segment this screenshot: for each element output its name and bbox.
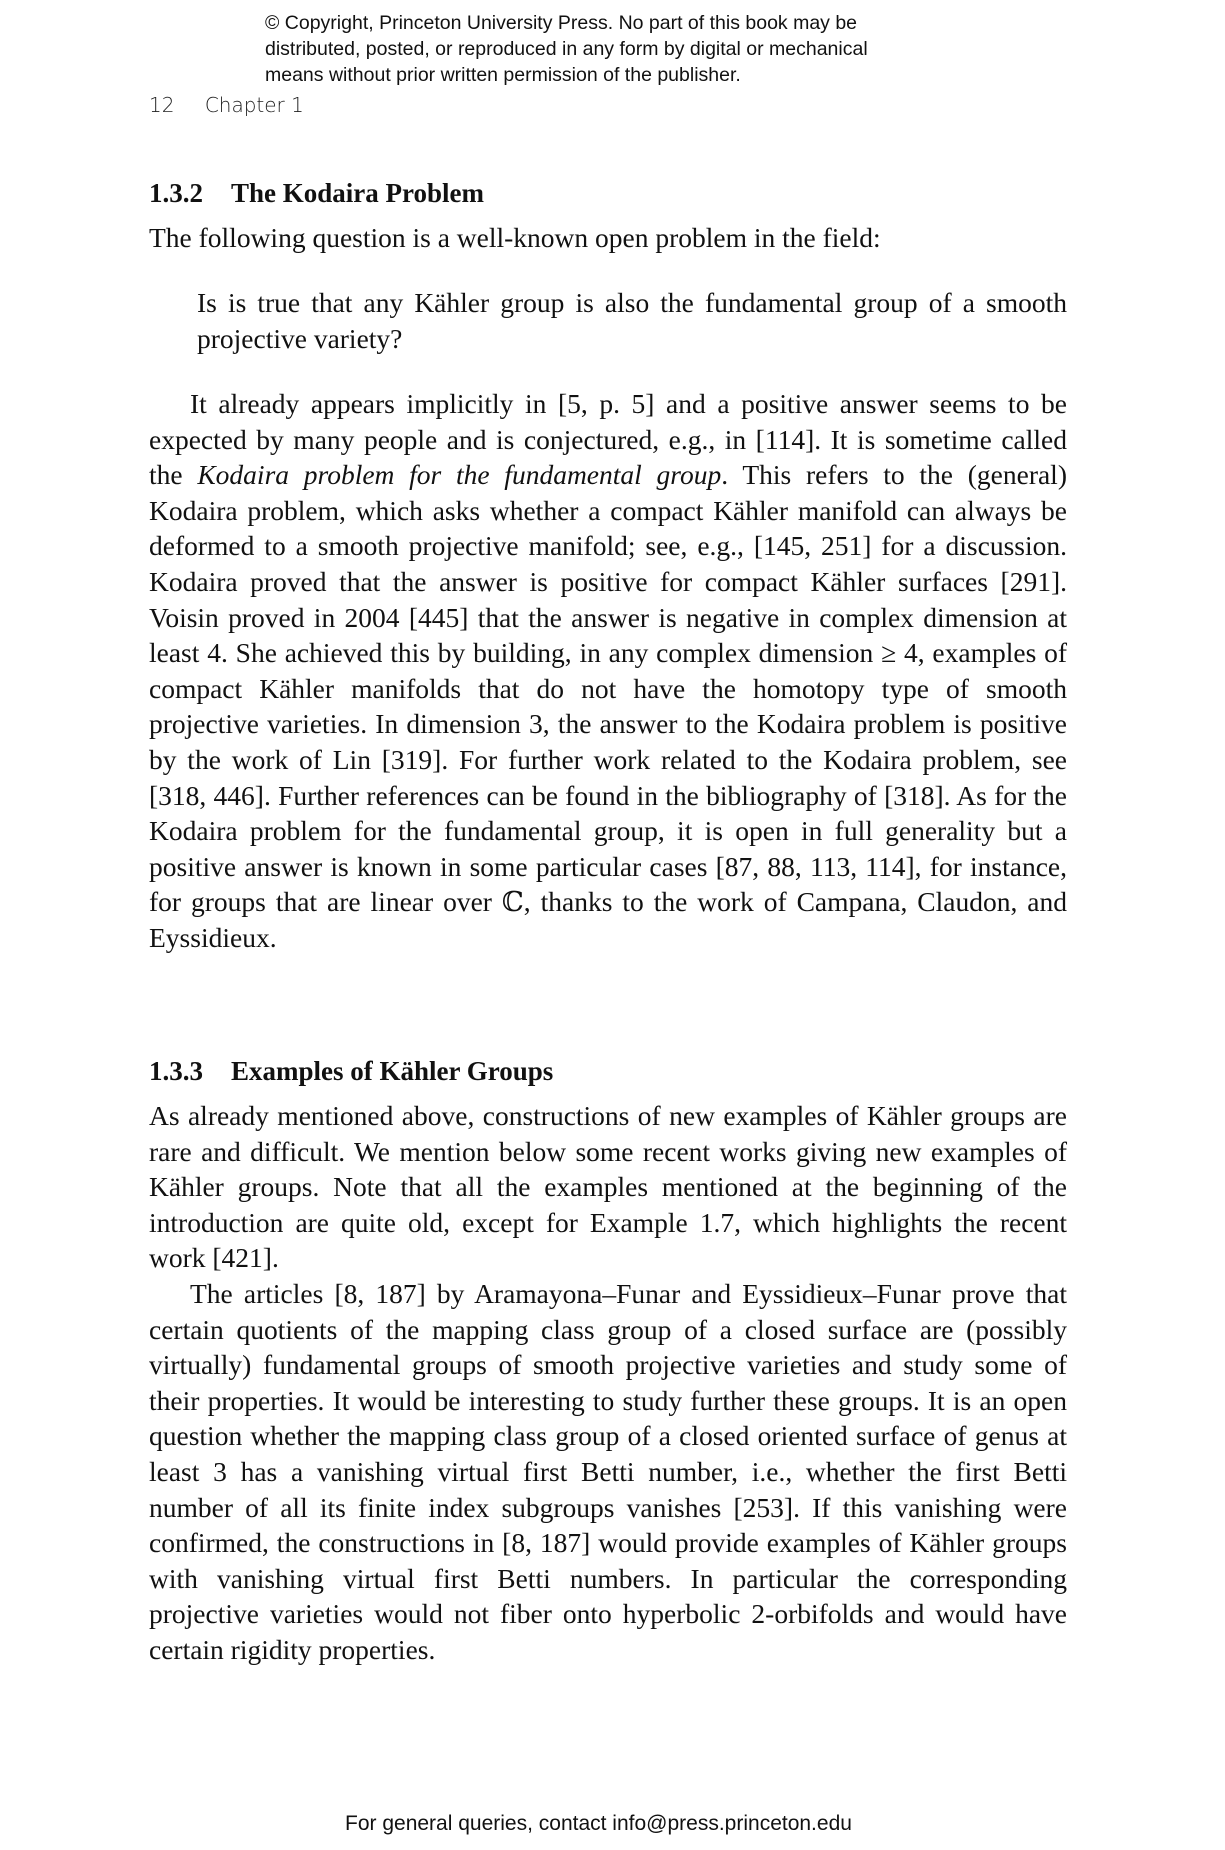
section-heading-1-3-3 xyxy=(149,1056,553,1087)
copyright-line-3: means without prior written permission of the publisher. xyxy=(265,64,741,86)
section-number: 1.3.2 xyxy=(149,178,203,208)
examples-section-body xyxy=(149,1098,1067,1668)
discussion-paragraph xyxy=(149,386,1067,956)
section-title: Examples of Kähler Groups xyxy=(231,1056,554,1086)
kodaira-discussion xyxy=(149,386,1067,956)
examples-paragraph-1: As already mentioned above, constructions of new examples of Kähler groups are rare and difficult. We mention below some recent works giving new examples of Kähler groups. Note that all the examples mentioned at the beginning of the introduction are quite old, except for Example 1.7, which highlights the recent work [421]. xyxy=(149,1100,1067,1274)
running-head xyxy=(149,93,304,117)
question-block xyxy=(197,285,1067,356)
chapter-label: Chapter 1 xyxy=(204,93,304,117)
intro-paragraph: The following question is a well-known open problem in the field: xyxy=(149,222,881,253)
discussion-text-part2: . This refers to the (general) Kodaira problem, which asks whether a compact Kähler manifold can always be deformed to a smooth projective manifold; see, e.g., [145, 251] for a discussion. Kodaira proved that the answer is positive for compact Kähler surfaces [291]. Voisin proved in 2004 [445] that the answer is negative in complex dimension at least 4. She achieved this by building, in any complex dimension ≥ 4, examples of compact Kähler manifolds that do not have the homotopy type of smooth projective varieties. In dimension 3, the answer to the Kodaira problem is positive by the work of Lin [319]. For further work related to the Kodaira problem, see [318, 446]. Further references can be found in the bibliography of [318]. As for the Kodaira problem for the fundamental group, it is open in full generality but a positive answer is known in some particular cases [87, 88, 113, 114], for instance, for groups that are linear over ℂ, thanks to the work of Campana, Claudon, and Eyssidieux. xyxy=(149,459,1067,953)
page-number: 12 xyxy=(149,93,175,117)
section-intro xyxy=(149,220,1067,256)
discussion-italic-term: Kodaira problem for the fundamental group xyxy=(197,459,722,491)
examples-paragraph-2: The articles [8, 187] by Aramayona–Funar and Eyssidieux–Funar prove that certain quotients of the mapping class group of a closed surface are (possibly virtually) fundamental groups of smooth projective varieties and study some of their properties. It would be interesting to study further these groups. It is an open question whether the mapping class group of a closed oriented surface of genus at least 3 has a vanishing virtual first Betti number, i.e., whether the first Betti number of all its finite index subgroups vanishes [253]. If this vanishing were confirmed, the constructions in [8, 187] would provide examples of Kähler groups with vanishing virtual first Betti numbers. In particular the corresponding projective varieties would not fiber onto hyperbolic 2-orbifolds and would have certain rigidity properties. xyxy=(149,1277,1067,1665)
copyright-line-1: © Copyright, Princeton University Press. No part of this book may be xyxy=(265,12,858,34)
section-title: The Kodaira Problem xyxy=(231,178,484,208)
section-heading-1-3-2 xyxy=(149,178,484,209)
section-number: 1.3.3 xyxy=(149,1056,203,1086)
discussion-text-part1: It already appears implicitly in [5, p. 5] and a positive answer seems to be expected by many people and is conjectured, e.g., in [114]. It is sometime called the xyxy=(149,388,1067,491)
footer-contact: For general queries, contact info@press.princeton.edu xyxy=(345,1812,852,1835)
copyright-notice xyxy=(265,10,1025,88)
copyright-line-2: distributed, posted, or reproduced in any form by digital or mechanical xyxy=(265,38,868,60)
question-paragraph: Is is true that any Kähler group is also the fundamental group of a smooth projective variety? xyxy=(197,287,1067,354)
